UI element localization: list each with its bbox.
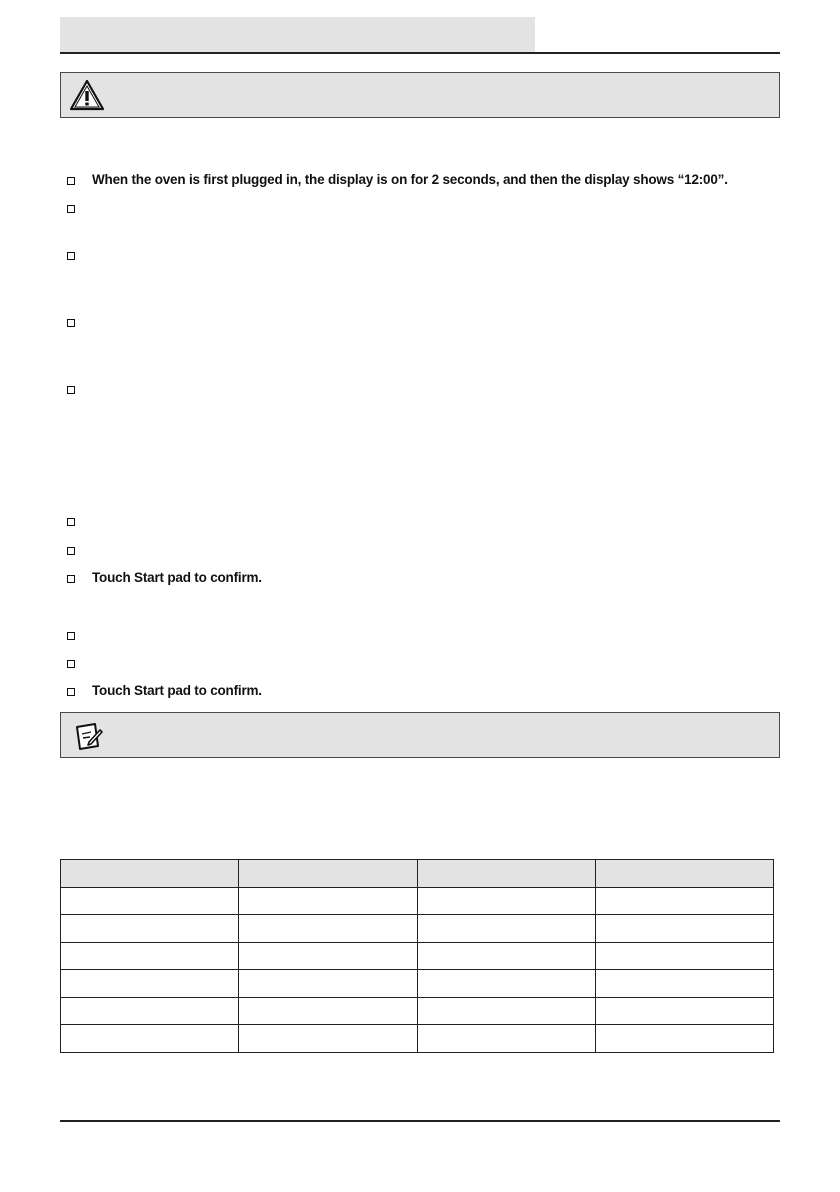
table-cell (595, 915, 773, 943)
table-cell (61, 1025, 239, 1053)
list-item-text: Touch Start pad to confirm. (92, 570, 262, 585)
footer-rule (60, 1120, 780, 1122)
warning-banner (60, 72, 780, 118)
table-header-cell (61, 860, 239, 888)
table-cell (417, 1025, 595, 1053)
note-pencil-icon (69, 718, 105, 752)
table-cell (595, 887, 773, 915)
list-item-text: Touch Start pad to confirm. (92, 683, 262, 698)
list-bullet-icon (67, 177, 75, 185)
list-bullet-icon (67, 575, 75, 583)
table-cell (417, 997, 595, 1025)
table-header-cell (239, 860, 417, 888)
list-bullet-icon (67, 547, 75, 555)
table-cell (61, 942, 239, 970)
table-cell (417, 915, 595, 943)
table-cell (61, 887, 239, 915)
table-row (61, 1025, 774, 1053)
data-table (60, 859, 774, 1053)
table-header-row (61, 860, 774, 888)
table-header-cell (417, 860, 595, 888)
table-cell (595, 997, 773, 1025)
list-bullet-icon (67, 386, 75, 394)
table-row (61, 942, 774, 970)
table-cell (239, 997, 417, 1025)
list-bullet-icon (67, 660, 75, 668)
table-cell (595, 970, 773, 998)
list-bullet-icon (67, 632, 75, 640)
note-banner (60, 712, 780, 758)
list-bullet-icon (67, 319, 75, 327)
list-item-text: When the oven is first plugged in, the display is on for 2 seconds, and then the display shows “12:00”. (92, 172, 728, 187)
table-cell (61, 970, 239, 998)
list-bullet-icon (67, 205, 75, 213)
table-cell (239, 1025, 417, 1053)
table-cell (239, 942, 417, 970)
table-cell (417, 887, 595, 915)
list-bullet-icon (67, 252, 75, 260)
table-cell (239, 970, 417, 998)
table-row (61, 887, 774, 915)
table-cell (595, 942, 773, 970)
table-cell (239, 915, 417, 943)
header-tab (60, 17, 535, 53)
table-row (61, 970, 774, 998)
table-row (61, 997, 774, 1025)
list-bullet-icon (67, 518, 75, 526)
table-cell (417, 942, 595, 970)
warning-triangle-icon (69, 78, 105, 112)
list-bullet-icon (67, 688, 75, 696)
table-cell (595, 1025, 773, 1053)
header-rule (60, 52, 780, 54)
table-cell (61, 915, 239, 943)
table-cell (61, 997, 239, 1025)
table-cell (417, 970, 595, 998)
table-row (61, 915, 774, 943)
table-header-cell (595, 860, 773, 888)
table-cell (239, 887, 417, 915)
